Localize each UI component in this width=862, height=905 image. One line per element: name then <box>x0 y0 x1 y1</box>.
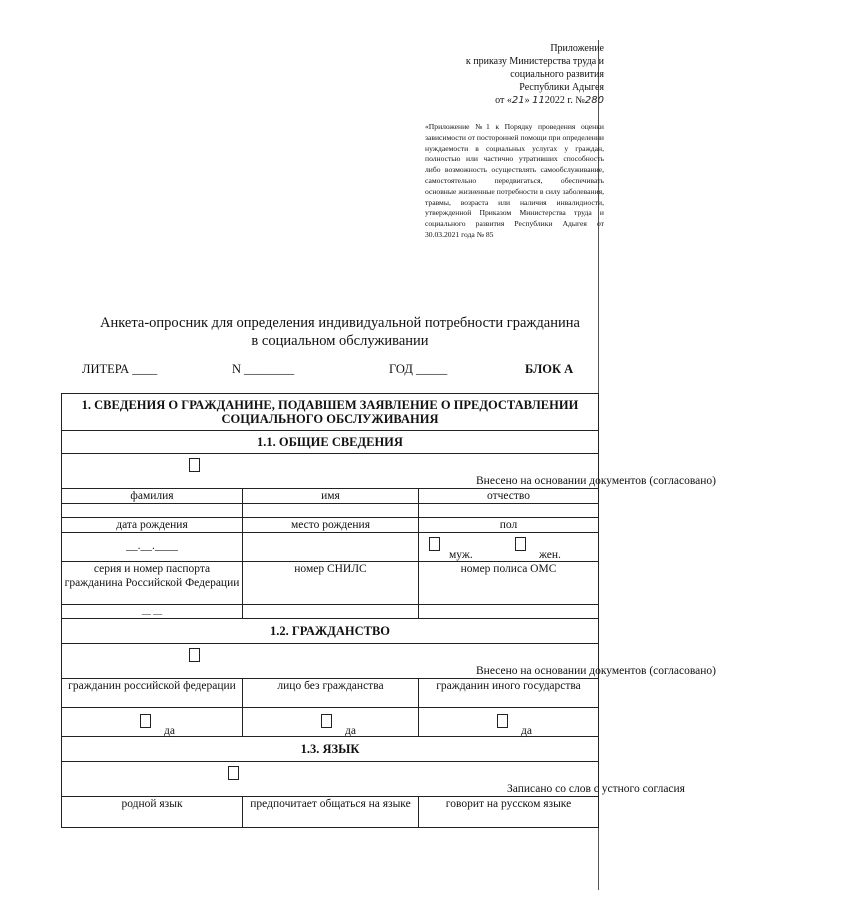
col-birthdate: дата рождения <box>62 518 243 533</box>
section-1-3-header: 1.3. ЯЗЫК <box>62 737 599 762</box>
date-mid: » <box>524 95 533 106</box>
appendix-date-line <box>384 94 604 107</box>
appendix-line-3: социального развития <box>510 69 604 80</box>
language-note <box>64 762 685 796</box>
citizenship-note <box>64 644 716 678</box>
citizenship-agreed-checkbox[interactable] <box>189 648 200 662</box>
citizenship-note-text: Внесено на основании документов (согласовано) <box>476 665 716 677</box>
citizen-rf-yes-label: да <box>164 725 175 737</box>
col-native-language: родной язык <box>62 797 243 828</box>
sex-male-checkbox[interactable] <box>429 537 440 551</box>
litera-field[interactable]: ЛИТЕРА ____ <box>82 362 158 376</box>
oms-value[interactable] <box>419 605 599 619</box>
date-day-handwritten: 21 <box>511 95 525 106</box>
foreign-yes <box>421 708 596 736</box>
snils-value[interactable] <box>243 605 419 619</box>
citizen-rf-yes <box>64 708 240 736</box>
appendix-header <box>384 42 604 107</box>
col-name: имя <box>243 489 419 504</box>
col-sex: пол <box>419 518 599 533</box>
birthplace-value[interactable] <box>243 533 419 562</box>
form-table <box>61 393 716 828</box>
col-birthplace: место рождения <box>243 518 419 533</box>
col-prefers-language: предпочитает общаться на языке <box>243 797 419 828</box>
col-surname: фамилия <box>62 489 243 504</box>
section-1-2-header: 1.2. ГРАЖДАНСТВО <box>62 619 599 644</box>
sex-female-checkbox[interactable] <box>515 537 526 551</box>
number-field[interactable]: N ________ <box>232 362 295 376</box>
appendix-line-2: к приказу Министерства труда и <box>465 56 604 67</box>
section-1-1-header: 1.1. ОБЩИЕ СВЕДЕНИЯ <box>62 431 599 454</box>
general-note-text: Внесено на основании документов (согласовано) <box>476 475 716 487</box>
col-snils: номер СНИЛС <box>243 562 419 605</box>
general-agreed-checkbox[interactable] <box>189 458 200 472</box>
date-prefix: от « <box>495 95 512 106</box>
date-month-handwritten: 11 <box>532 95 545 106</box>
col-speaks-russian: говорит на русском языке <box>419 797 599 828</box>
col-oms: номер полиса ОМС <box>419 562 599 605</box>
col-patronymic: отчество <box>419 489 599 504</box>
order-note: «Приложение №1 к Порядку проведения оценки зависимости от посторонней помощи при определении нуждаемости в социальных услугах у граждан, полностью или частично утративших способность либо возможность осуществлять самообслуживание, самостоятельно передвигаться, обеспечивать основные жизненные потребности в силу заболевания, травмы, возраста или наличия инвалидности, утвержденной Приказом Министерства труда и социального развития Республики Адыгея от 30.03.2021 года № 85 <box>425 122 604 239</box>
passport-value[interactable]: __ __ <box>62 605 243 619</box>
patronymic-value[interactable] <box>419 504 599 518</box>
foreign-yes-label: да <box>521 725 532 737</box>
order-number-handwritten: 280 <box>584 95 604 106</box>
appendix-line-4: Республики Адыгея <box>519 82 604 93</box>
name-value[interactable] <box>243 504 419 518</box>
surname-value[interactable] <box>62 504 243 518</box>
col-passport: серия и номер паспорта гражданина Российской Федерации <box>62 562 243 605</box>
block-label: БЛОК А <box>525 362 574 376</box>
stateless-yes <box>245 708 416 736</box>
col-stateless: лицо без гражданства <box>243 679 419 708</box>
foreign-checkbox[interactable] <box>497 714 508 728</box>
section-1-header: 1. СВЕДЕНИЯ О ГРАЖДАНИНЕ, ПОДАВШЕМ ЗАЯВЛЕНИЕ О ПРЕДОСТАВЛЕНИИ СОЦИАЛЬНОГО ОБСЛУЖИВАНИЯ <box>62 394 599 431</box>
sex-female-label: жен. <box>539 549 561 561</box>
col-foreign: гражданин иного государства <box>419 679 599 708</box>
form-title-line-2: в социальном обслуживании <box>251 333 429 349</box>
sex-cell <box>419 533 599 562</box>
birthdate-value[interactable]: __.__.____ <box>62 533 243 562</box>
col-citizen-rf: гражданин российской федерации <box>62 679 243 708</box>
language-note-text: Записано со слов с устного согласия <box>507 783 685 795</box>
sex-male-label: муж. <box>449 549 473 561</box>
stateless-yes-label: да <box>345 725 356 737</box>
general-note <box>64 454 716 488</box>
date-year: 2022 г. № <box>544 95 585 106</box>
citizen-rf-checkbox[interactable] <box>140 714 151 728</box>
header-fields <box>82 362 582 380</box>
stateless-checkbox[interactable] <box>321 714 332 728</box>
form-title <box>60 314 620 350</box>
form-title-line-1: Анкета-опросник для определения индивидуальной потребности гражданина <box>100 315 580 331</box>
appendix-line-1: Приложение <box>550 43 604 54</box>
year-field[interactable]: ГОД _____ <box>389 362 448 376</box>
language-agreed-checkbox[interactable] <box>228 766 239 780</box>
